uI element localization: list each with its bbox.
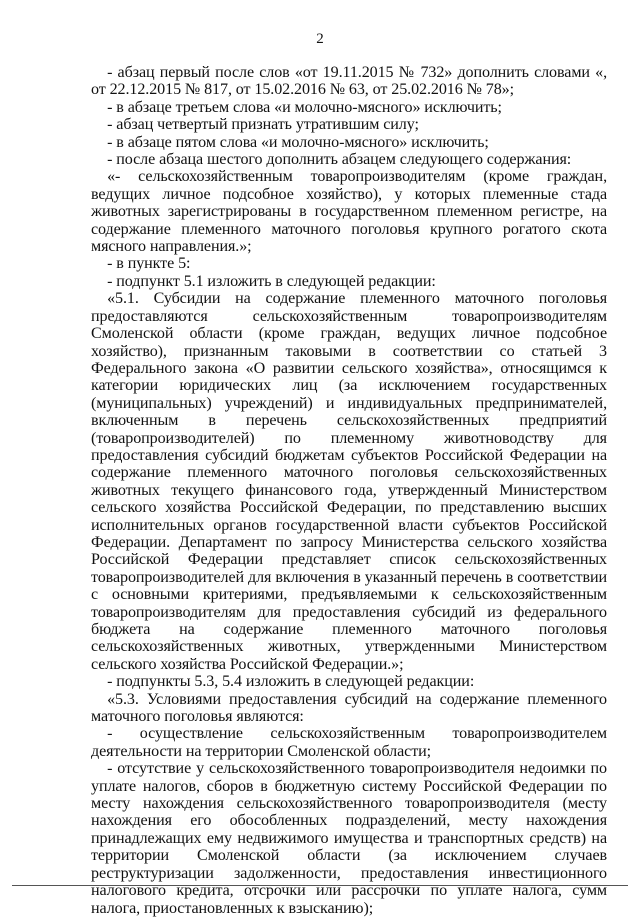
paragraph: - абзац четвертый признать утратившим силу; bbox=[107, 116, 419, 134]
paragraph: - подпункты 5.3, 5.4 изложить в следующей редакции: bbox=[107, 673, 475, 691]
paragraph: - после абзаца шестого дополнить абзацем следующего содержания: bbox=[107, 151, 572, 169]
paragraph: «- сельскохозяйственным товаропроизводителям (кроме граждан, ведущих личное подсобное хозяйство), у которых племенные стада животных зарегистрированы в государственном племенном регистре, на содержание племенного маточного поголовья крупного рогатого скота мясного направления.»; bbox=[91, 168, 607, 256]
page-bottom-rule bbox=[12, 885, 628, 886]
paragraph: - абзац первый после слов «от 19.11.2015 № 732» дополнить словами «, от 22.12.2015 № 817, от 15.02.2016 № 63, от 25.02.2016 № 78»; bbox=[91, 64, 607, 99]
paragraph: - осуществление сельскохозяйственным товаропроизводителем деятельности на территории Смоленской области; bbox=[91, 725, 607, 760]
document-body bbox=[91, 64, 607, 917]
paragraph: - подпункт 5.1 изложить в следующей редакции: bbox=[107, 272, 436, 290]
paragraph: «5.1. Субсидии на содержание племенного маточного поголовья предоставляются сельскохозяйственным товаропроизводителям Смоленской области (кроме граждан, ведущих личное подсобное хозяйство), признанным таковыми в соответствии со статьей 3 Федерального закона «О развитии сельского хозяйства», относящимся к категории юридических лиц (за исключением государственных (муниципальных) учреждений) и индивидуальных предпринимателей, включенным в перечень сельскохозяйственных предприятий (товаропроизводителей) по племенному животноводству для предоставления субсидий бюджетам субъектов Российской Федерации на содержание племенного маточного поголовья сельскохозяйственных животных текущего финансового года, утвержденный Министерством сельского хозяйства Российской Федерации, по представлению высших исполнительных органов государственной власти субъектов Российской Федерации. Департамент по запросу Министерства сельского хозяйства Российской Федерации представляет список сельскохозяйственных товаропроизводителей для включения в указанный перечень в соответствии с основными критериями, предъявляемыми к сельскохозяйственным товаропроизводителям для предоставления субсидий из федерального бюджета на содержание племенного маточного поголовья сельскохозяйственных животных, утвержденными Министерством сельского хозяйства Российской Федерации.»; bbox=[91, 290, 607, 673]
paragraph: - в пункте 5: bbox=[107, 255, 191, 273]
paragraph: - отсутствие у сельскохозяйственного товаропроизводителя недоимки по уплате налогов, сборов в бюджетную систему Российской Федерации по месту нахождения сельскохозяйственного товаропроизводителя (месту нахождения его обособленных подразделений, месту нахождения принадлежащих ему недвижимого имущества и транспортных средств) на территории Смоленской области (за исключением случаев реструктуризации задолженности, предоставления инвестиционного налогового кредита, отсрочки или рассрочки по уплате налога, сумм налога, приостановленных к взысканию); bbox=[91, 760, 607, 917]
paragraph: - в абзаце третьем слова «и молочно-мясного» исключить; bbox=[107, 98, 502, 116]
paragraph: - в абзаце пятом слова «и молочно-мясного» исключить; bbox=[107, 133, 489, 151]
paragraph: «5.3. Условиями предоставления субсидий на содержание племенного маточного поголовья являются: bbox=[91, 690, 607, 726]
page-number: 2 bbox=[316, 31, 324, 47]
